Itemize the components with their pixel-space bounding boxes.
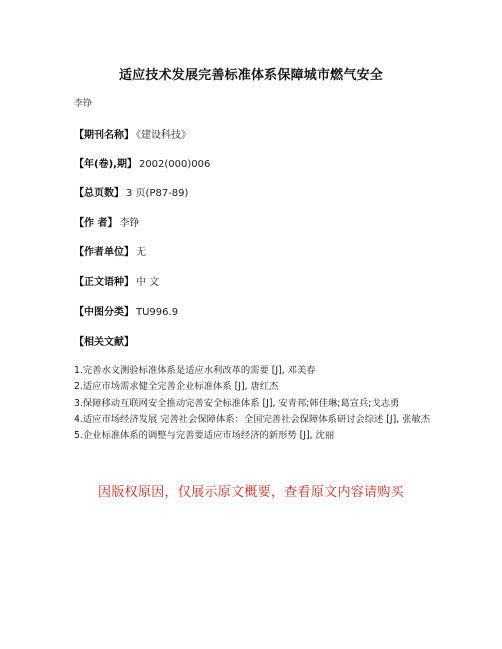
field-label: 【作 者】 [74,218,118,229]
field-label: 【总页数】 [74,188,124,199]
field-value: 李铮 [119,218,140,229]
document-author: 李铮 [74,99,93,109]
reference-list [74,363,434,444]
field-label: 【作者单位】 [74,247,134,258]
reference-item: 4.适应市场经济发展 完善社会保障体系：全国完善社会保障体系研讨会综述 [J], 张敏杰 [74,413,431,425]
field-value: 3 页(P87-89) [126,188,189,199]
field-label: 【期刊名称】 [74,130,134,141]
field-language [74,273,159,288]
reference-item: 1.完善水文测验标准体系是适应水利改革的需要 [J], 邓美春 [74,365,316,376]
field-author [74,214,139,229]
field-label: 【正文语种】 [74,277,134,288]
field-value: TU996.9 [136,307,179,318]
field-page-count [74,184,188,199]
reference-item: 5.企业标准体系的调整与完善要适应市场经济的新形势 [J], 沈丽 [74,430,335,442]
field-label: 【中图分类】 [74,307,134,318]
field-journal-name [74,126,191,141]
field-classification [74,303,178,318]
field-author-affiliation [74,243,146,258]
field-value: 2002(000)006 [138,159,211,170]
reference-item: 2.适应市场需求健全完善企业标准体系 [J], 唐红杰 [74,381,279,393]
field-label: 【年(卷),期】 [74,159,137,170]
field-year-volume-issue [74,155,210,170]
document-title: 适应技术发展完善标准体系保障城市燃气安全 [118,68,383,83]
field-related-literature [74,333,134,348]
field-value: 无 [136,247,146,258]
reference-item: 3.保障移动互联网安全推动完善安全标准体系 [J], 安青邦;韩佳琳;葛宣兵;戈志勇 [74,397,400,409]
field-label: 【相关文献】 [74,337,134,348]
field-value: 中 文 [136,277,160,288]
field-value: 《建设科技》 [136,130,191,141]
copyright-notice: 因版权原因，仅展示原文概要，查看原文内容请购买 [98,485,404,500]
